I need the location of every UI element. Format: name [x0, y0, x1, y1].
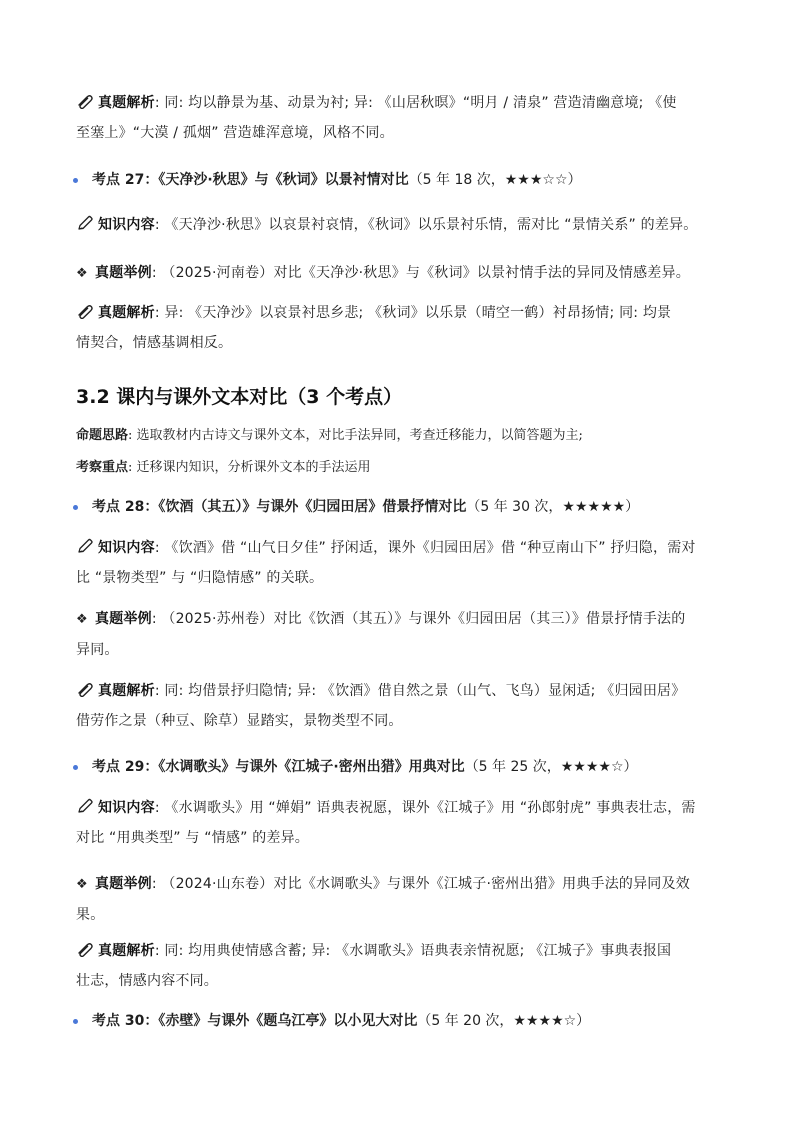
analysis-label: 真题解析	[98, 305, 155, 321]
analysis-label: 真题解析	[98, 683, 155, 699]
keypoint-28	[76, 496, 736, 518]
pencil-icon	[76, 798, 94, 814]
analysis-text: : 同: 均以静景为基、动景为衬; 异: 《山居秋暝》“明月 / 清泉” 营造清幽意境; 《使	[154, 95, 677, 111]
knowledge-text: : 《天净沙·秋思》以哀景衬哀情，《秋词》以乐景衬乐情，需对比 “景情关系” 的差异。	[154, 217, 698, 233]
keypoint-title: 考点 30：《赤壁》与课外《题乌江亭》以小见大对比	[92, 1013, 418, 1029]
pencil-icon	[76, 538, 94, 554]
analysis-block	[76, 676, 736, 736]
thinking-block	[76, 426, 736, 446]
section-heading: 3.2 课内与课外文本对比（3 个考点）	[76, 386, 403, 408]
focus-text: : 迁移课内知识，分析课外文本的手法运用	[128, 460, 371, 475]
keypoint-meta: （5 年 25 次，★★★★☆）	[464, 759, 638, 775]
bullet-icon	[73, 178, 78, 183]
example-block	[76, 869, 736, 930]
knowledge-block	[76, 210, 736, 240]
analysis-text-cont: 借劳作之景（种豆、除草）显踏实，景物类型不同。	[76, 713, 403, 729]
keypoint-30	[76, 1010, 736, 1032]
analysis-text: : 同: 均用典使情感含蓄; 异: 《水调歌头》语典表亲情祝愿; 《江城子》事典表报国	[154, 943, 672, 959]
analysis-block	[76, 936, 736, 996]
keypoint-meta: （5 年 20 次，★★★★☆）	[417, 1013, 591, 1029]
pencil-icon	[76, 215, 94, 231]
knowledge-text-cont: 对比 “用典类型” 与 “情感” 的差异。	[76, 830, 310, 846]
keypoint-29	[76, 756, 736, 778]
diamond-icon: ❖	[76, 266, 88, 281]
example-text-cont: 异同。	[76, 642, 119, 658]
diamond-icon: ❖	[76, 877, 88, 892]
paperclip-icon	[76, 93, 94, 109]
knowledge-block	[76, 533, 736, 593]
example-block	[76, 604, 736, 665]
keypoint-title: 考点 29：《水调歌头》与课外《江城子·密州出猎》用典对比	[92, 759, 465, 775]
keypoint-title: 考点 27：《天净沙·秋思》与《秋词》以景衬情对比	[92, 172, 409, 188]
analysis-label: 真题解析	[98, 943, 155, 959]
example-block	[76, 258, 736, 289]
knowledge-label: 知识内容	[98, 217, 155, 233]
example-text: : （2024·山东卷）对比《水调歌头》与课外《江城子·密州出猎》用典手法的异同及效	[151, 876, 690, 892]
bullet-icon	[73, 1019, 78, 1024]
example-label: 真题举例	[95, 611, 152, 627]
example-label: 真题举例	[95, 876, 152, 892]
analysis-block	[76, 88, 736, 148]
thinking-label: 命题思路	[76, 428, 129, 443]
analysis-block	[76, 298, 736, 358]
analysis-text: : 异: 《天净沙》以哀景衬思乡悲; 《秋词》以乐景（晴空一鹤）衬昂扬情; 同: 均景	[154, 305, 672, 321]
keypoint-title: 考点 28：《饮酒（其五）》与课外《归园田居》借景抒情对比	[92, 499, 467, 515]
keypoint-meta: （5 年 30 次，★★★★★）	[466, 499, 640, 515]
analysis-label: 真题解析	[98, 95, 155, 111]
example-text: : （2025·苏州卷）对比《饮酒（其五）》与课外《归园田居（其三）》借景抒情手法的	[151, 611, 686, 627]
paperclip-icon	[76, 941, 94, 957]
knowledge-block	[76, 793, 736, 853]
knowledge-text: : 《水调歌头》用 “婵娟” 语典表祝愿，课外《江城子》用 “孙郎射虎” 事典表壮志，需	[154, 800, 696, 816]
example-text-cont: 果。	[76, 907, 105, 923]
paperclip-icon	[76, 303, 94, 319]
knowledge-text-cont: 比 “景物类型” 与 “归隐情感” 的关联。	[76, 570, 324, 586]
bullet-icon	[73, 505, 78, 510]
keypoint-meta: （5 年 18 次，★★★☆☆）	[408, 172, 582, 188]
knowledge-label: 知识内容	[98, 540, 155, 556]
focus-block	[76, 458, 736, 478]
knowledge-text: : 《饮酒》借 “山气日夕佳” 抒闲适，课外《归园田居》借 “种豆南山下” 抒归隐，需对	[154, 540, 696, 556]
paperclip-icon	[76, 681, 94, 697]
bullet-icon	[73, 765, 78, 770]
analysis-text-cont: 至塞上》“大漠 / 孤烟” 营造雄浑意境，风格不同。	[76, 125, 394, 141]
thinking-text: : 选取教材内古诗文与课外文本，对比手法异同，考查迁移能力，以简答题为主;	[128, 428, 583, 443]
keypoint-27	[76, 169, 736, 191]
analysis-text-cont: 情契合，情感基调相反。	[76, 335, 233, 351]
knowledge-label: 知识内容	[98, 800, 155, 816]
example-text: : （2025·河南卷）对比《天净沙·秋思》与《秋词》以景衬情手法的异同及情感差异。	[151, 265, 690, 281]
diamond-icon: ❖	[76, 612, 88, 627]
example-label: 真题举例	[95, 265, 152, 281]
focus-label: 考察重点	[76, 460, 129, 475]
analysis-text: : 同: 均借景抒归隐情; 异: 《饮酒》借自然之景（山气、飞鸟）显闲适; 《归园田居》	[154, 683, 686, 699]
analysis-text-cont: 壮志，情感内容不同。	[76, 973, 218, 989]
